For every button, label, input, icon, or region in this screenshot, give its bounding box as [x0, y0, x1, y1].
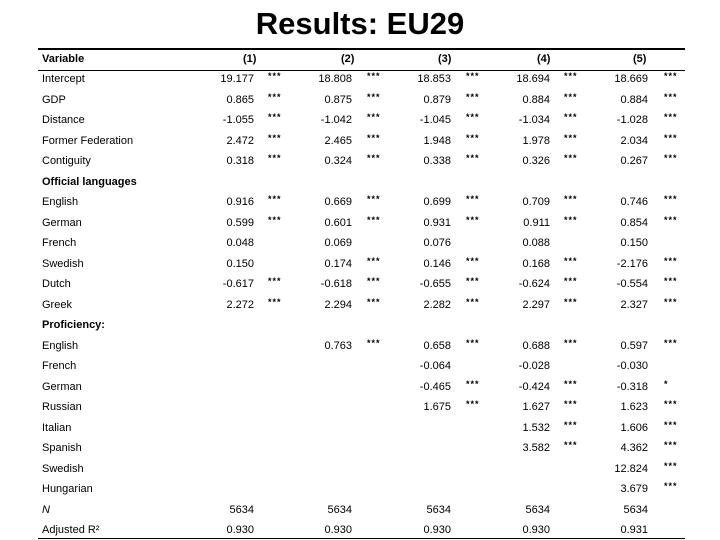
significance-stars: ***: [664, 276, 678, 286]
table-row: [0, 438, 720, 458]
coef-value: 0.763: [324, 339, 352, 352]
coef-value: 0.338: [423, 155, 451, 167]
coef-value: 4.362: [620, 442, 648, 454]
row-label: Russian: [42, 401, 82, 413]
significance-stars: ***: [466, 91, 480, 102]
table-row: [0, 377, 720, 397]
coef-value: -0.655: [419, 278, 451, 290]
significance-stars: ***: [268, 194, 282, 204]
coef-value: 0.146: [423, 257, 451, 270]
significance-stars: ***: [367, 296, 381, 307]
coef-value: 0.930: [522, 524, 550, 536]
table-row: [0, 500, 720, 520]
significance-stars: ***: [564, 71, 578, 81]
header-col-5: (5): [633, 53, 647, 65]
significance-stars: ***: [268, 153, 282, 163]
table-row: [0, 479, 720, 499]
coef-value: -2.176: [616, 257, 648, 270]
significance-stars: ***: [664, 194, 678, 204]
slide-title: Results: EU29: [255, 6, 465, 41]
header-col-2: (2): [341, 53, 355, 65]
coef-value: 0.326: [522, 155, 550, 167]
significance-stars: ***: [367, 214, 381, 225]
significance-stars: ***: [664, 419, 678, 430]
row-label: Swedish: [42, 257, 84, 270]
significance-stars: ***: [268, 214, 282, 225]
significance-stars: ***: [564, 378, 578, 389]
significance-stars: ***: [564, 399, 578, 409]
significance-stars: ***: [466, 255, 480, 266]
coef-value: 5634: [229, 503, 254, 516]
coef-value: 0.879: [423, 93, 451, 106]
coef-value: 0.931: [620, 524, 648, 536]
coef-value: 2.034: [620, 134, 648, 147]
significance-stars: ***: [664, 71, 678, 81]
row-label: Italian: [42, 421, 72, 434]
significance-stars: ***: [367, 91, 381, 102]
header-col-3: (3): [438, 53, 452, 65]
significance-stars: ***: [564, 132, 578, 143]
header-col-4: (4): [537, 53, 551, 65]
significance-stars: ***: [466, 71, 480, 81]
coef-value: 2.294: [324, 298, 352, 311]
significance-stars: ***: [268, 132, 282, 143]
row-label: Contiguity: [42, 155, 91, 167]
row-label: French: [42, 237, 77, 249]
coef-value: 0.048: [226, 237, 254, 249]
coef-value: 3.679: [620, 483, 648, 495]
coef-value: -0.028: [518, 360, 550, 372]
coef-value: -0.030: [616, 360, 648, 372]
coef-value: 1.606: [620, 421, 648, 434]
table-row: [0, 131, 720, 151]
row-label: Dutch: [42, 278, 71, 290]
coef-value: 0.599: [226, 216, 254, 229]
table-row: [0, 356, 720, 376]
coef-value: 0.601: [324, 216, 352, 229]
significance-stars: ***: [664, 481, 678, 491]
coef-value: 0.168: [522, 257, 550, 270]
significance-stars: ***: [268, 71, 282, 81]
coef-value: -0.424: [518, 380, 550, 393]
significance-stars: ***: [466, 132, 480, 143]
coef-value: -0.064: [419, 360, 451, 372]
significance-stars: ***: [367, 194, 381, 204]
coef-value: 2.327: [620, 298, 648, 311]
coef-value: 0.267: [620, 155, 648, 167]
row-label: English: [42, 196, 79, 208]
coef-value: 0.597: [620, 339, 648, 352]
row-label: N: [42, 503, 50, 516]
coef-value: 0.699: [423, 196, 451, 208]
coef-value: 0.884: [620, 93, 648, 106]
coef-value: 0.884: [522, 93, 550, 106]
coef-value: 5634: [426, 503, 451, 516]
coef-value: 19.177: [220, 73, 254, 85]
coef-value: -0.554: [616, 278, 648, 290]
section-heading-row: [0, 315, 720, 335]
significance-stars: ***: [367, 71, 381, 81]
significance-stars: ***: [564, 440, 578, 450]
significance-stars: *: [664, 378, 669, 389]
coef-value: 5634: [327, 503, 352, 516]
coef-value: 2.297: [522, 298, 550, 311]
significance-stars: ***: [564, 112, 578, 122]
row-label: French: [42, 360, 77, 372]
significance-stars: ***: [367, 276, 381, 286]
coef-value: 1.948: [423, 134, 451, 147]
table-row: [0, 192, 720, 212]
coef-value: -1.042: [320, 114, 352, 126]
table-row: [0, 418, 720, 438]
table-bottom-rule: [38, 538, 685, 539]
coef-value: 0.911: [523, 216, 550, 229]
significance-stars: ***: [664, 337, 678, 348]
row-label: Hungarian: [42, 483, 93, 495]
coef-value: -1.055: [222, 114, 254, 126]
coef-value: 0.069: [324, 237, 352, 249]
coef-value: -1.034: [518, 114, 550, 126]
row-label: German: [42, 216, 82, 229]
section-heading: Proficiency:: [42, 319, 105, 331]
table-row: [0, 213, 720, 233]
table-row: [0, 151, 720, 171]
coef-value: 0.088: [522, 237, 550, 249]
row-label: Former Federation: [42, 134, 134, 147]
significance-stars: ***: [664, 112, 678, 122]
significance-stars: ***: [564, 337, 578, 348]
row-label: Distance: [42, 114, 85, 126]
significance-stars: ***: [564, 153, 578, 163]
table-row: [0, 520, 720, 540]
significance-stars: ***: [466, 296, 480, 307]
coef-value: 0.174: [324, 257, 352, 270]
coef-value: 1.532: [522, 421, 550, 434]
table-row: [0, 397, 720, 417]
significance-stars: ***: [564, 296, 578, 307]
coef-value: 18.808: [318, 73, 352, 85]
row-label: Swedish: [42, 462, 84, 475]
row-label: Spanish: [42, 442, 82, 454]
coef-value: 0.150: [226, 257, 254, 270]
coef-value: 0.916: [226, 196, 254, 208]
significance-stars: ***: [664, 91, 678, 102]
coef-value: -0.624: [518, 278, 550, 290]
coef-value: 3.582: [522, 442, 550, 454]
significance-stars: ***: [664, 214, 678, 225]
coef-value: 5634: [623, 503, 648, 516]
significance-stars: ***: [466, 276, 480, 286]
coef-value: 0.930: [324, 524, 352, 536]
coef-value: 0.930: [423, 524, 451, 536]
significance-stars: ***: [664, 440, 678, 450]
significance-stars: ***: [564, 419, 578, 430]
significance-stars: ***: [367, 255, 381, 266]
significance-stars: ***: [564, 255, 578, 266]
significance-stars: ***: [466, 194, 480, 204]
coef-value: 0.318: [226, 155, 254, 167]
coef-value: 18.669: [614, 73, 648, 85]
coef-value: -1.028: [616, 114, 648, 126]
significance-stars: ***: [268, 112, 282, 122]
significance-stars: ***: [367, 132, 381, 143]
row-label: Adjusted R²: [42, 524, 100, 536]
significance-stars: ***: [367, 337, 381, 348]
coef-value: -0.618: [320, 278, 352, 290]
coef-value: 0.076: [423, 237, 451, 249]
table-row: [0, 69, 720, 89]
coef-value: 0.669: [324, 196, 352, 208]
section-heading: Official languages: [42, 175, 137, 188]
coef-value: 0.746: [620, 196, 648, 208]
row-label: Intercept: [42, 73, 85, 85]
coef-value: -0.465: [419, 380, 451, 393]
significance-stars: ***: [664, 132, 678, 143]
significance-stars: ***: [466, 399, 480, 409]
table-row: [0, 295, 720, 315]
significance-stars: ***: [664, 296, 678, 307]
table-row: [0, 274, 720, 294]
table-row: [0, 254, 720, 274]
coef-value: 12.824: [614, 462, 648, 475]
coef-value: 0.875: [324, 93, 352, 106]
coef-value: 2.272: [226, 298, 254, 311]
coef-value: -0.318: [616, 380, 648, 393]
header-col-1: (1): [243, 53, 257, 65]
coef-value: 0.688: [522, 339, 550, 352]
coef-value: 0.930: [226, 524, 254, 536]
coef-value: 2.282: [423, 298, 451, 311]
coef-value: 0.854: [620, 216, 648, 229]
header-variable: Variable: [42, 53, 85, 65]
coef-value: 2.472: [226, 134, 254, 147]
significance-stars: ***: [466, 214, 480, 225]
significance-stars: ***: [367, 153, 381, 163]
section-heading-row: [0, 172, 720, 192]
coef-value: 2.465: [324, 134, 352, 147]
row-label: German: [42, 380, 82, 393]
significance-stars: ***: [268, 296, 282, 307]
coef-value: 1.627: [522, 401, 550, 413]
significance-stars: ***: [367, 112, 381, 122]
coef-value: -0.617: [222, 278, 254, 290]
table-row: [0, 233, 720, 253]
coef-value: 1.978: [522, 134, 550, 147]
table-row: [0, 459, 720, 479]
significance-stars: ***: [564, 214, 578, 225]
table-header-row: [0, 49, 720, 69]
significance-stars: ***: [466, 153, 480, 163]
significance-stars: ***: [466, 337, 480, 348]
significance-stars: ***: [564, 91, 578, 102]
coef-value: 0.931: [423, 216, 451, 229]
significance-stars: ***: [564, 194, 578, 204]
table-row: [0, 110, 720, 130]
row-label: English: [42, 339, 79, 352]
coef-value: 5634: [525, 503, 550, 516]
coef-value: 18.853: [417, 73, 451, 85]
table-row: [0, 90, 720, 110]
row-label: GDP: [42, 93, 66, 106]
significance-stars: ***: [664, 399, 678, 409]
coef-value: 0.150: [620, 237, 648, 249]
table-row: [0, 336, 720, 356]
coef-value: 0.324: [324, 155, 352, 167]
significance-stars: ***: [664, 460, 678, 471]
coef-value: 0.865: [226, 93, 254, 106]
significance-stars: ***: [466, 112, 480, 122]
coef-value: 0.658: [423, 339, 451, 352]
coef-value: 1.675: [423, 401, 451, 413]
row-label: Greek: [42, 298, 72, 311]
significance-stars: ***: [664, 255, 678, 266]
coef-value: -1.045: [419, 114, 451, 126]
coef-value: 1.623: [620, 401, 648, 413]
coef-value: 0.709: [522, 196, 550, 208]
significance-stars: ***: [268, 91, 282, 102]
coef-value: 18.694: [516, 73, 550, 85]
significance-stars: ***: [466, 378, 480, 389]
significance-stars: ***: [268, 276, 282, 286]
significance-stars: ***: [564, 276, 578, 286]
significance-stars: ***: [664, 153, 678, 163]
